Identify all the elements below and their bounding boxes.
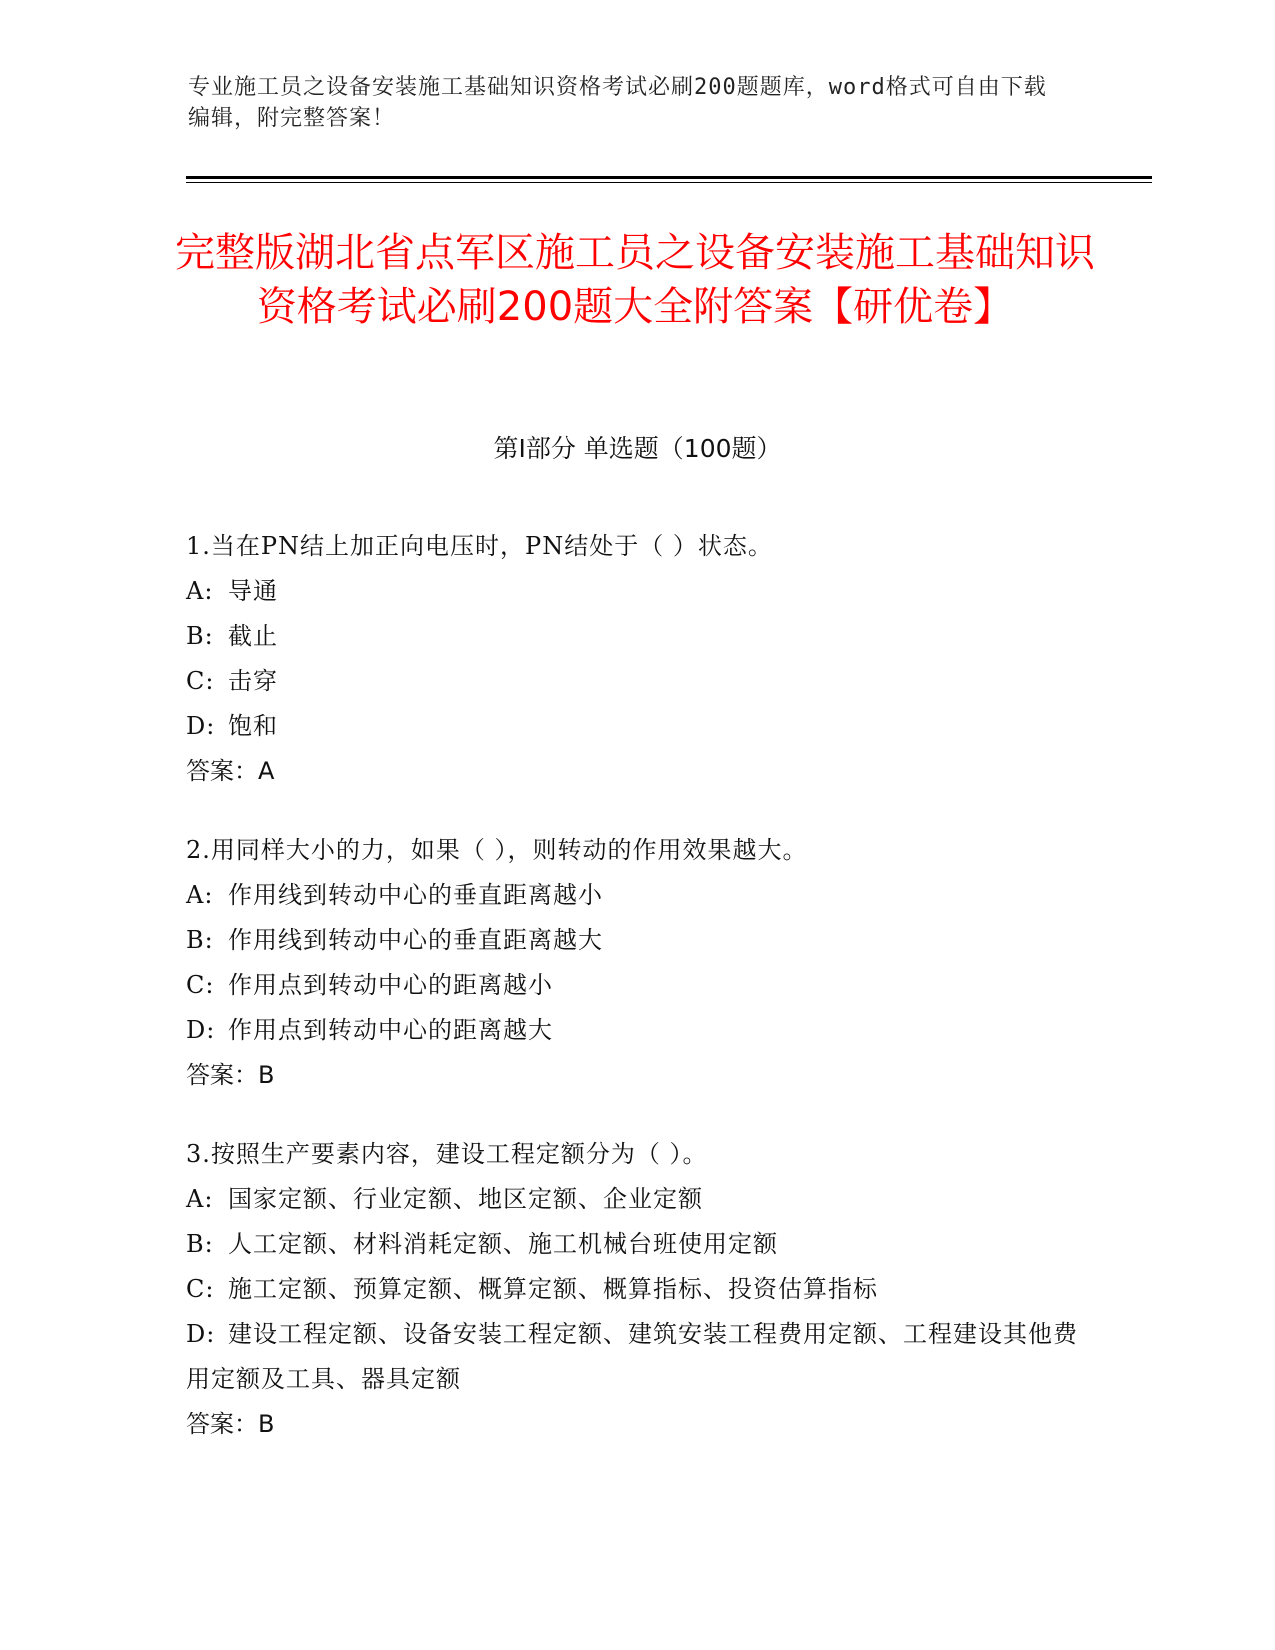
option-text: 作用点到转动中心的距离越小	[228, 971, 553, 999]
question-stem: 2.用同样大小的力，如果（ ），则转动的作用效果越大。	[186, 836, 808, 864]
option-letter: C:	[186, 1275, 215, 1303]
option-a	[186, 1177, 1086, 1222]
document-title: 完整版湖北省点军区施工员之设备安装施工基础知识资格考试必刷200题大全附答案【研优卷】	[175, 230, 1095, 330]
option-letter: C:	[186, 971, 215, 999]
option-letter: C:	[186, 667, 215, 695]
option-letter: D:	[186, 1320, 216, 1348]
question-3	[186, 1132, 1086, 1447]
option-letter: B:	[186, 926, 214, 954]
option-b	[186, 1222, 1086, 1267]
option-text: 截止	[228, 622, 278, 650]
option-text: 人工定额、材料消耗定额、施工机械台班使用定额	[228, 1230, 778, 1258]
option-text: 饱和	[228, 712, 278, 740]
option-text: 导通	[228, 577, 278, 605]
option-letter: B:	[186, 622, 214, 650]
option-letter: A:	[186, 881, 214, 909]
option-b	[186, 918, 1086, 963]
option-text: 击穿	[228, 667, 278, 695]
option-letter: A:	[186, 1185, 214, 1213]
option-letter: A:	[186, 577, 214, 605]
header-rule-thin	[186, 182, 1152, 183]
section-title: 第Ⅰ部分 单选题（100题）	[493, 434, 782, 463]
option-c	[186, 963, 1086, 1008]
option-c	[186, 659, 1086, 704]
option-text: 作用点到转动中心的距离越大	[228, 1016, 553, 1044]
option-b	[186, 614, 1086, 659]
option-letter: D:	[186, 1016, 216, 1044]
question-2	[186, 828, 1086, 1098]
option-letter: D:	[186, 712, 216, 740]
answer: 答案：A	[186, 757, 275, 785]
option-a	[186, 873, 1086, 918]
question-stem: 1.当在PN结上加正向电压时，PN结处于（ ）状态。	[186, 532, 773, 560]
option-a	[186, 569, 1086, 614]
option-c	[186, 1267, 1086, 1312]
question-1	[186, 524, 1086, 794]
option-text: 施工定额、预算定额、概算定额、概算指标、投资估算指标	[228, 1275, 878, 1303]
option-text: 建设工程定额、设备安装工程定额、建筑安装工程费用定额、工程建设其他费用定额及工具、器具定额	[186, 1320, 1078, 1393]
question-list	[186, 524, 1086, 1481]
option-letter: B:	[186, 1230, 214, 1258]
option-text: 作用线到转动中心的垂直距离越大	[228, 926, 603, 954]
header-note: 专业施工员之设备安装施工基础知识资格考试必刷200题题库，word格式可自由下载编辑，附完整答案！	[188, 75, 1047, 131]
question-stem: 3.按照生产要素内容，建设工程定额分为（ ）。	[186, 1140, 708, 1168]
option-d	[186, 1312, 1086, 1402]
answer: 答案：B	[186, 1410, 275, 1438]
option-text: 国家定额、行业定额、地区定额、企业定额	[228, 1185, 703, 1213]
option-text: 作用线到转动中心的垂直距离越小	[228, 881, 603, 909]
header-rule-thick	[186, 176, 1152, 179]
option-d	[186, 1008, 1086, 1053]
option-d	[186, 704, 1086, 749]
answer: 答案：B	[186, 1061, 275, 1089]
